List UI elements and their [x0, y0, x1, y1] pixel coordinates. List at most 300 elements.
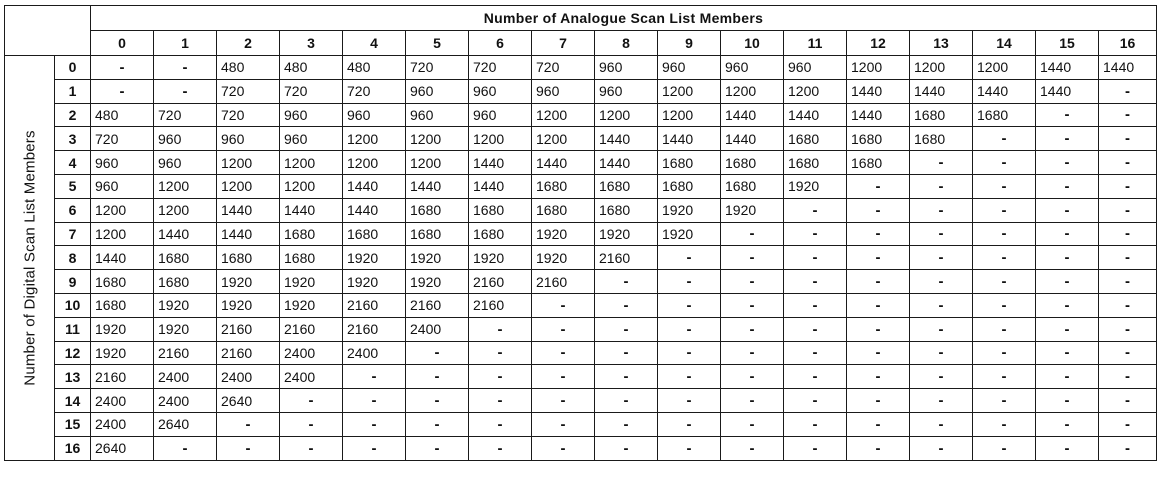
table-cell: 1440: [595, 151, 658, 175]
table-cell: 1680: [532, 198, 595, 222]
table-cell: -: [973, 222, 1036, 246]
table-cell: -: [1099, 246, 1157, 270]
table-cell: -: [280, 412, 343, 436]
table-cell: 1200: [280, 151, 343, 175]
table-cell: -: [532, 293, 595, 317]
table-cell: -: [1099, 317, 1157, 341]
table-cell: -: [1099, 341, 1157, 365]
table-cell: 1920: [784, 174, 847, 198]
table-cell: 1920: [721, 198, 784, 222]
table-cell: 480: [217, 56, 280, 80]
table-cell: -: [721, 389, 784, 413]
analogue-header-13: 13: [910, 31, 973, 56]
table-cell: 960: [658, 56, 721, 80]
table-cell: 1680: [406, 222, 469, 246]
digital-header-6: 6: [55, 198, 91, 222]
table-cell: -: [154, 56, 217, 80]
table-cell: 2400: [154, 389, 217, 413]
table-cell: 1440: [847, 103, 910, 127]
table-cell: 1200: [406, 127, 469, 151]
table-cell: -: [1036, 365, 1099, 389]
digital-header-2: 2: [55, 103, 91, 127]
table-cell: 720: [406, 56, 469, 80]
table-cell: -: [784, 293, 847, 317]
analogue-header-2: 2: [217, 31, 280, 56]
table-cell: -: [847, 436, 910, 460]
table-cell: 960: [595, 79, 658, 103]
table-cell: -: [910, 389, 973, 413]
table-cell: -: [784, 389, 847, 413]
table-cell: 1680: [784, 127, 847, 151]
table-cell: -: [595, 389, 658, 413]
table-cell: -: [910, 174, 973, 198]
table-cell: -: [343, 436, 406, 460]
table-cell: -: [406, 436, 469, 460]
table-cell: 1200: [217, 174, 280, 198]
table-cell: 1920: [217, 270, 280, 294]
analogue-title: Number of Analogue Scan List Members: [91, 6, 1157, 31]
table-cell: -: [1036, 151, 1099, 175]
table-cell: 1680: [154, 270, 217, 294]
table-row: [5, 151, 1157, 175]
digital-title: Number of Digital Scan List Members: [21, 130, 38, 386]
table-cell: -: [532, 436, 595, 460]
analogue-header-6: 6: [469, 31, 532, 56]
table-cell: -: [532, 341, 595, 365]
table-cell: -: [658, 317, 721, 341]
table-cell: 2160: [532, 270, 595, 294]
table-cell: 1200: [721, 79, 784, 103]
table-cell: -: [847, 389, 910, 413]
table-cell: -: [469, 389, 532, 413]
table-cell: -: [469, 365, 532, 389]
table-cell: 1440: [217, 222, 280, 246]
table-cell: -: [910, 222, 973, 246]
table-cell: 1920: [595, 222, 658, 246]
table-cell: -: [280, 436, 343, 460]
table-cell: 1440: [532, 151, 595, 175]
table-cell: 2160: [154, 341, 217, 365]
table-cell: 1200: [532, 127, 595, 151]
table-row: [5, 365, 1157, 389]
digital-header-3: 3: [55, 127, 91, 151]
table-cell: 1200: [217, 151, 280, 175]
table-cell: -: [910, 293, 973, 317]
table-cell: 1680: [973, 103, 1036, 127]
table-cell: -: [406, 389, 469, 413]
table-cell: -: [658, 412, 721, 436]
table-cell: -: [532, 389, 595, 413]
table-cell: -: [658, 436, 721, 460]
analogue-header-15: 15: [1036, 31, 1099, 56]
table-cell: -: [847, 341, 910, 365]
table-cell: -: [1099, 174, 1157, 198]
table-cell: -: [721, 341, 784, 365]
table-cell: 1440: [847, 79, 910, 103]
table-cell: 960: [91, 174, 154, 198]
table-cell: -: [532, 317, 595, 341]
table-cell: 1200: [658, 79, 721, 103]
digital-header-0: 0: [55, 56, 91, 80]
table-cell: -: [784, 246, 847, 270]
table-cell: 1920: [532, 222, 595, 246]
analogue-header-4: 4: [343, 31, 406, 56]
table-cell: 1920: [658, 198, 721, 222]
table-cell: 960: [595, 56, 658, 80]
table-cell: -: [973, 293, 1036, 317]
digital-header-5: 5: [55, 174, 91, 198]
table-cell: -: [910, 198, 973, 222]
table-row: [5, 127, 1157, 151]
table-cell: -: [973, 365, 1036, 389]
table-cell: -: [1099, 293, 1157, 317]
table-row: [5, 436, 1157, 460]
table-cell: 1440: [91, 246, 154, 270]
table-cell: 1920: [154, 317, 217, 341]
table-cell: 1920: [343, 246, 406, 270]
table-cell: -: [1099, 389, 1157, 413]
table-cell: 1680: [91, 293, 154, 317]
table-cell: -: [973, 317, 1036, 341]
table-cell: -: [658, 270, 721, 294]
table-cell: 2160: [217, 317, 280, 341]
table-cell: 1440: [406, 174, 469, 198]
table-row: [5, 56, 1157, 80]
table-cell: 1440: [658, 127, 721, 151]
table-cell: -: [784, 317, 847, 341]
table-cell: 1920: [91, 317, 154, 341]
table-cell: -: [469, 341, 532, 365]
analogue-header-11: 11: [784, 31, 847, 56]
table-cell: 1680: [91, 270, 154, 294]
table-cell: -: [784, 436, 847, 460]
table-cell: 2160: [91, 365, 154, 389]
table-cell: -: [973, 198, 1036, 222]
table-cell: -: [1036, 270, 1099, 294]
table-cell: -: [721, 246, 784, 270]
table-cell: 1680: [721, 174, 784, 198]
table-cell: 720: [91, 127, 154, 151]
table-cell: 1440: [343, 174, 406, 198]
table-cell: -: [973, 127, 1036, 151]
table-cell: 1200: [343, 127, 406, 151]
table-cell: -: [595, 365, 658, 389]
table-row: [5, 222, 1157, 246]
table-cell: -: [1036, 127, 1099, 151]
table-cell: -: [1036, 293, 1099, 317]
table-cell: -: [1036, 341, 1099, 365]
table-cell: 2400: [154, 365, 217, 389]
table-cell: 1440: [721, 103, 784, 127]
table-cell: 1200: [91, 198, 154, 222]
table-cell: 1440: [910, 79, 973, 103]
table-row: [5, 79, 1157, 103]
table-cell: 1920: [154, 293, 217, 317]
table-cell: -: [1099, 198, 1157, 222]
digital-header-12: 12: [55, 341, 91, 365]
table-cell: 1680: [847, 127, 910, 151]
table-cell: 1680: [154, 246, 217, 270]
table-cell: -: [469, 436, 532, 460]
table-cell: -: [784, 198, 847, 222]
table-cell: -: [910, 365, 973, 389]
table-cell: -: [784, 270, 847, 294]
table-cell: 960: [91, 151, 154, 175]
table-cell: -: [910, 270, 973, 294]
table-cell: -: [1099, 412, 1157, 436]
table-cell: 480: [280, 56, 343, 80]
table-cell: 1200: [280, 174, 343, 198]
table-cell: 1920: [91, 341, 154, 365]
analogue-header-3: 3: [280, 31, 343, 56]
table-cell: -: [784, 365, 847, 389]
table-cell: 960: [343, 103, 406, 127]
table-cell: -: [910, 436, 973, 460]
table-cell: 2160: [469, 293, 532, 317]
digital-header-4: 4: [55, 151, 91, 175]
table-cell: 1680: [847, 151, 910, 175]
table-cell: -: [406, 365, 469, 389]
table-cell: 1440: [1036, 79, 1099, 103]
table-cell: 1680: [910, 103, 973, 127]
table-cell: -: [154, 436, 217, 460]
table-cell: -: [721, 365, 784, 389]
analogue-header-14: 14: [973, 31, 1036, 56]
table-cell: -: [721, 412, 784, 436]
table-cell: 1680: [532, 174, 595, 198]
table-cell: 1440: [217, 198, 280, 222]
table-cell: -: [784, 341, 847, 365]
digital-header-10: 10: [55, 293, 91, 317]
table-cell: -: [91, 79, 154, 103]
table-cell: 2640: [91, 436, 154, 460]
table-cell: -: [973, 341, 1036, 365]
table-cell: 1200: [973, 56, 1036, 80]
table-cell: 1680: [595, 198, 658, 222]
table-cell: -: [784, 412, 847, 436]
table-cell: 960: [721, 56, 784, 80]
table-cell: 2400: [280, 365, 343, 389]
table-cell: -: [721, 293, 784, 317]
table-cell: -: [847, 246, 910, 270]
table-cell: 2400: [91, 412, 154, 436]
table-cell: 1680: [721, 151, 784, 175]
table-cell: 2400: [280, 341, 343, 365]
table-row: [5, 103, 1157, 127]
table-cell: 1680: [280, 222, 343, 246]
table-cell: 2160: [406, 293, 469, 317]
digital-header-8: 8: [55, 246, 91, 270]
table-cell: 1920: [280, 270, 343, 294]
table-cell: -: [721, 317, 784, 341]
table-cell: 1200: [847, 56, 910, 80]
table-cell: -: [1099, 103, 1157, 127]
table-cell: -: [1099, 127, 1157, 151]
table-cell: -: [910, 341, 973, 365]
table-cell: -: [910, 151, 973, 175]
table-cell: 1680: [217, 246, 280, 270]
table-cell: 1680: [280, 246, 343, 270]
table-cell: -: [847, 412, 910, 436]
table-cell: 1920: [280, 293, 343, 317]
table-cell: 1440: [154, 222, 217, 246]
table-cell: 720: [343, 79, 406, 103]
table-cell: 2160: [217, 341, 280, 365]
table-cell: -: [658, 246, 721, 270]
table-cell: -: [658, 293, 721, 317]
table-cell: -: [847, 317, 910, 341]
table-cell: 1200: [532, 103, 595, 127]
table-cell: -: [973, 436, 1036, 460]
digital-header-1: 1: [55, 79, 91, 103]
table-cell: -: [847, 365, 910, 389]
table-cell: -: [910, 317, 973, 341]
table-cell: -: [595, 293, 658, 317]
table-cell: 960: [469, 103, 532, 127]
analogue-header-0: 0: [91, 31, 154, 56]
table-cell: 1920: [469, 246, 532, 270]
table-cell: -: [343, 389, 406, 413]
table-cell: 720: [469, 56, 532, 80]
table-cell: 480: [91, 103, 154, 127]
table-cell: -: [595, 412, 658, 436]
table-cell: -: [973, 412, 1036, 436]
table-row: [5, 174, 1157, 198]
table-cell: -: [1036, 412, 1099, 436]
analogue-header-16: 16: [1099, 31, 1157, 56]
table-cell: 2160: [469, 270, 532, 294]
table-cell: 1680: [469, 198, 532, 222]
table-cell: 2160: [343, 293, 406, 317]
table-cell: 2400: [91, 389, 154, 413]
table-cell: 960: [280, 103, 343, 127]
table-cell: -: [847, 198, 910, 222]
analogue-header-10: 10: [721, 31, 784, 56]
table-row: [5, 198, 1157, 222]
digital-header-7: 7: [55, 222, 91, 246]
table-cell: 1920: [343, 270, 406, 294]
table-cell: -: [469, 412, 532, 436]
table-cell: 960: [406, 103, 469, 127]
table-cell: -: [847, 293, 910, 317]
table-cell: -: [847, 270, 910, 294]
digital-header-13: 13: [55, 365, 91, 389]
table-cell: -: [910, 412, 973, 436]
table-cell: 720: [217, 103, 280, 127]
table-cell: 1200: [469, 127, 532, 151]
digital-header-15: 15: [55, 412, 91, 436]
table-cell: 720: [154, 103, 217, 127]
table-cell: 1200: [910, 56, 973, 80]
table-cell: -: [1036, 317, 1099, 341]
table-cell: 960: [406, 79, 469, 103]
table-cell: -: [343, 365, 406, 389]
corner-cell: [5, 6, 91, 56]
table-cell: 2400: [406, 317, 469, 341]
table-cell: 1680: [658, 174, 721, 198]
table-cell: -: [658, 341, 721, 365]
table-cell: -: [280, 389, 343, 413]
table-cell: -: [847, 222, 910, 246]
table-cell: 1440: [469, 174, 532, 198]
table-cell: 960: [784, 56, 847, 80]
table-cell: -: [1036, 436, 1099, 460]
table-cell: 1680: [658, 151, 721, 175]
table-cell: -: [217, 436, 280, 460]
table-cell: -: [658, 389, 721, 413]
table-cell: 1680: [469, 222, 532, 246]
table-cell: -: [1036, 198, 1099, 222]
table-row: [5, 246, 1157, 270]
table-cell: 1920: [217, 293, 280, 317]
table-cell: 1440: [343, 198, 406, 222]
analogue-header-5: 5: [406, 31, 469, 56]
digital-header-14: 14: [55, 389, 91, 413]
table-cell: 1200: [154, 174, 217, 198]
table-cell: 1200: [91, 222, 154, 246]
table-cell: -: [973, 246, 1036, 270]
table-cell: 1440: [1036, 56, 1099, 80]
digital-header-9: 9: [55, 270, 91, 294]
table-cell: 720: [217, 79, 280, 103]
table-cell: 1440: [595, 127, 658, 151]
table-cell: -: [973, 270, 1036, 294]
table-row: [5, 341, 1157, 365]
table-row: [5, 270, 1157, 294]
table-cell: 1920: [406, 246, 469, 270]
table-cell: 1680: [910, 127, 973, 151]
table-cell: -: [595, 270, 658, 294]
table-cell: -: [721, 436, 784, 460]
digital-header-16: 16: [55, 436, 91, 460]
table-cell: 1440: [973, 79, 1036, 103]
table-cell: -: [217, 412, 280, 436]
scan-list-table: [4, 5, 1157, 461]
table-cell: -: [532, 412, 595, 436]
table-cell: -: [1099, 151, 1157, 175]
table-cell: 1440: [784, 103, 847, 127]
table-cell: 2640: [154, 412, 217, 436]
table-cell: -: [595, 341, 658, 365]
table-cell: 2160: [280, 317, 343, 341]
table-cell: -: [1036, 103, 1099, 127]
table-cell: -: [658, 365, 721, 389]
table-cell: 480: [343, 56, 406, 80]
table-cell: 1200: [658, 103, 721, 127]
table-cell: 1200: [595, 103, 658, 127]
analogue-header-8: 8: [595, 31, 658, 56]
table-cell: 1680: [784, 151, 847, 175]
table-cell: -: [973, 174, 1036, 198]
table-cell: 1440: [1099, 56, 1157, 80]
table-cell: 1680: [595, 174, 658, 198]
table-cell: 1440: [469, 151, 532, 175]
table-cell: -: [1099, 270, 1157, 294]
table-cell: -: [847, 174, 910, 198]
table-cell: 1440: [280, 198, 343, 222]
table-cell: 1920: [406, 270, 469, 294]
table-cell: -: [1099, 436, 1157, 460]
table-cell: -: [91, 56, 154, 80]
table-row: [5, 412, 1157, 436]
table-cell: 1440: [721, 127, 784, 151]
table-cell: 2640: [217, 389, 280, 413]
table-row: [5, 293, 1157, 317]
table-cell: -: [1099, 222, 1157, 246]
table-cell: 960: [280, 127, 343, 151]
table-cell: -: [1036, 389, 1099, 413]
table-cell: -: [1099, 365, 1157, 389]
